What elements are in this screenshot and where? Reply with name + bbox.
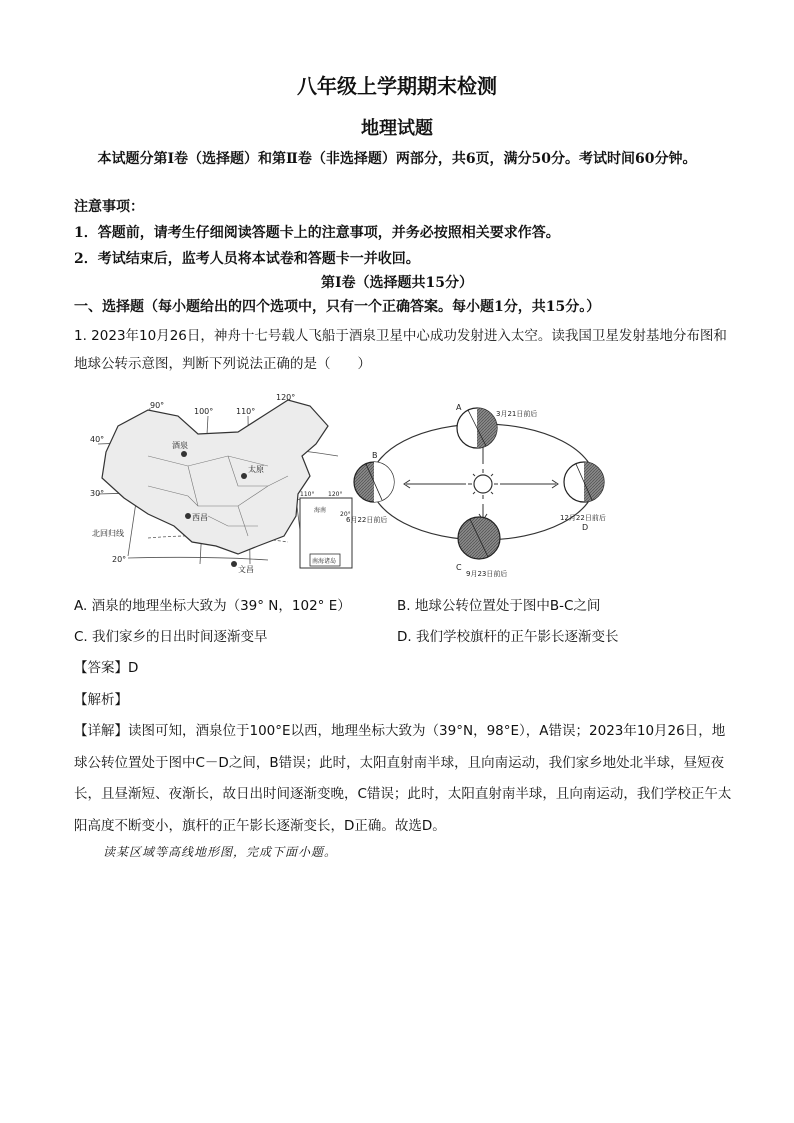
earth-position-b — [354, 462, 394, 502]
orbit-label-c: C — [456, 563, 462, 572]
orbit-label-d: D — [582, 523, 589, 532]
next-question-prompt: 读某区域等高线地形图，完成下面小题。 — [103, 845, 338, 859]
lon-90-label: 90° — [150, 401, 165, 410]
earth-position-c — [458, 517, 500, 559]
earth-orbit-figure — [346, 392, 620, 582]
earth-position-d — [564, 462, 604, 502]
date-dec22: 12月22日前后 — [560, 514, 606, 522]
exam-subtitle: 地理试题 — [361, 118, 433, 139]
inset-title: 南海诸岛 — [312, 558, 337, 565]
lon-110-label: 110° — [236, 407, 256, 416]
wenchang-dot — [231, 561, 237, 567]
option-a: A. 酒泉的地理坐标大致为（39° N，102° E） — [74, 598, 351, 614]
part1-heading: 第Ⅰ卷（选择题共15分） — [320, 275, 474, 291]
china-outline — [102, 400, 328, 554]
option-c: C. 我们家乡的日出时间逐渐变早 — [74, 629, 268, 645]
date-mar21: 3月21日前后 — [496, 410, 538, 418]
date-sep23: 9月23日前后 — [466, 570, 508, 578]
orbit-label-b: B — [372, 451, 378, 460]
taiyuan-label: 太原 — [248, 465, 264, 474]
tropic-label: 北回归线 — [92, 529, 124, 538]
lat-30-label: 30° — [90, 489, 105, 498]
jiuquan-dot — [181, 451, 187, 457]
earth-position-a — [457, 408, 497, 448]
inset-lon110-label: 110° — [300, 491, 315, 498]
inset-lat20-label: 20° — [340, 511, 351, 518]
xichang-label: 西昌 — [192, 513, 208, 522]
section-heading: 一、选择题（每小题给出的四个选项中，只有一个正确答案。每小题1分，共15分。） — [74, 299, 601, 315]
china-map-figure — [88, 386, 360, 582]
lat-20-label: 20° — [112, 555, 127, 564]
answer-label: 【答案】D — [74, 660, 139, 676]
sun-icon — [468, 469, 498, 499]
orbit-label-a: A — [456, 403, 462, 412]
option-b: B. 地球公转位置处于图中B-C之间 — [397, 598, 601, 614]
lon-100-label: 100° — [194, 407, 214, 416]
question-1-stem: 1. 2023年10月26日，神舟十七号载人飞船于酒泉卫星中心成功发射进入太空。读我国卫星发射基地分布图和地球公转示意图，判断下列说法正确的是（ ） — [74, 328, 727, 372]
jiuquan-label: 酒泉 — [172, 441, 188, 450]
notes-heading: 注意事项： — [74, 199, 144, 215]
exam-intro: 本试题分第Ⅰ卷（选择题）和第Ⅱ卷（非选择题）两部分，共6页，满分50分。考试时间60分钟。 — [97, 151, 697, 167]
exam-title: 八年级上学期期末检测 — [297, 74, 497, 98]
date-jun22: 6月22日前后 — [346, 516, 388, 524]
wenchang-label: 文昌 — [238, 565, 254, 574]
analysis-label: 【解析】 — [74, 692, 128, 708]
lon-120-label: 120° — [276, 393, 296, 402]
note-item-1: 1．答题前，请考生仔细阅读答题卡上的注意事项，并务必按照相关要求作答。 — [74, 225, 560, 241]
parallel-20-line — [128, 557, 268, 560]
inset-lon120-label: 120° — [328, 491, 343, 498]
detail-explanation: 【详解】读图可知，酒泉位于100°E以西，地理坐标大致为（39°N，98°E），A错误；2023年10月26日，地球公转位置处于图中C－D之间，B错误；此时，太阳直射南半球，且向南运动，我们家乡地处北半球，昼短夜长，且昼渐短、夜渐长，故日出时间逐渐变晚，C错误；此时，太阳直射南半球，且向南运动，我们学校正午太阳高度不断变小，旗杆的正午影长逐渐变长，D正确。故选D。 — [74, 723, 732, 834]
inset-island-label: 海南 — [314, 507, 327, 514]
option-d: D. 我们学校旗杆的正午影长逐渐变长 — [397, 629, 619, 645]
note-item-2: 2．考试结束后，监考人员将本试卷和答题卡一并收回。 — [74, 251, 420, 267]
lat-40-label: 40° — [90, 435, 105, 444]
taiyuan-dot — [241, 473, 247, 479]
xichang-dot — [185, 513, 191, 519]
